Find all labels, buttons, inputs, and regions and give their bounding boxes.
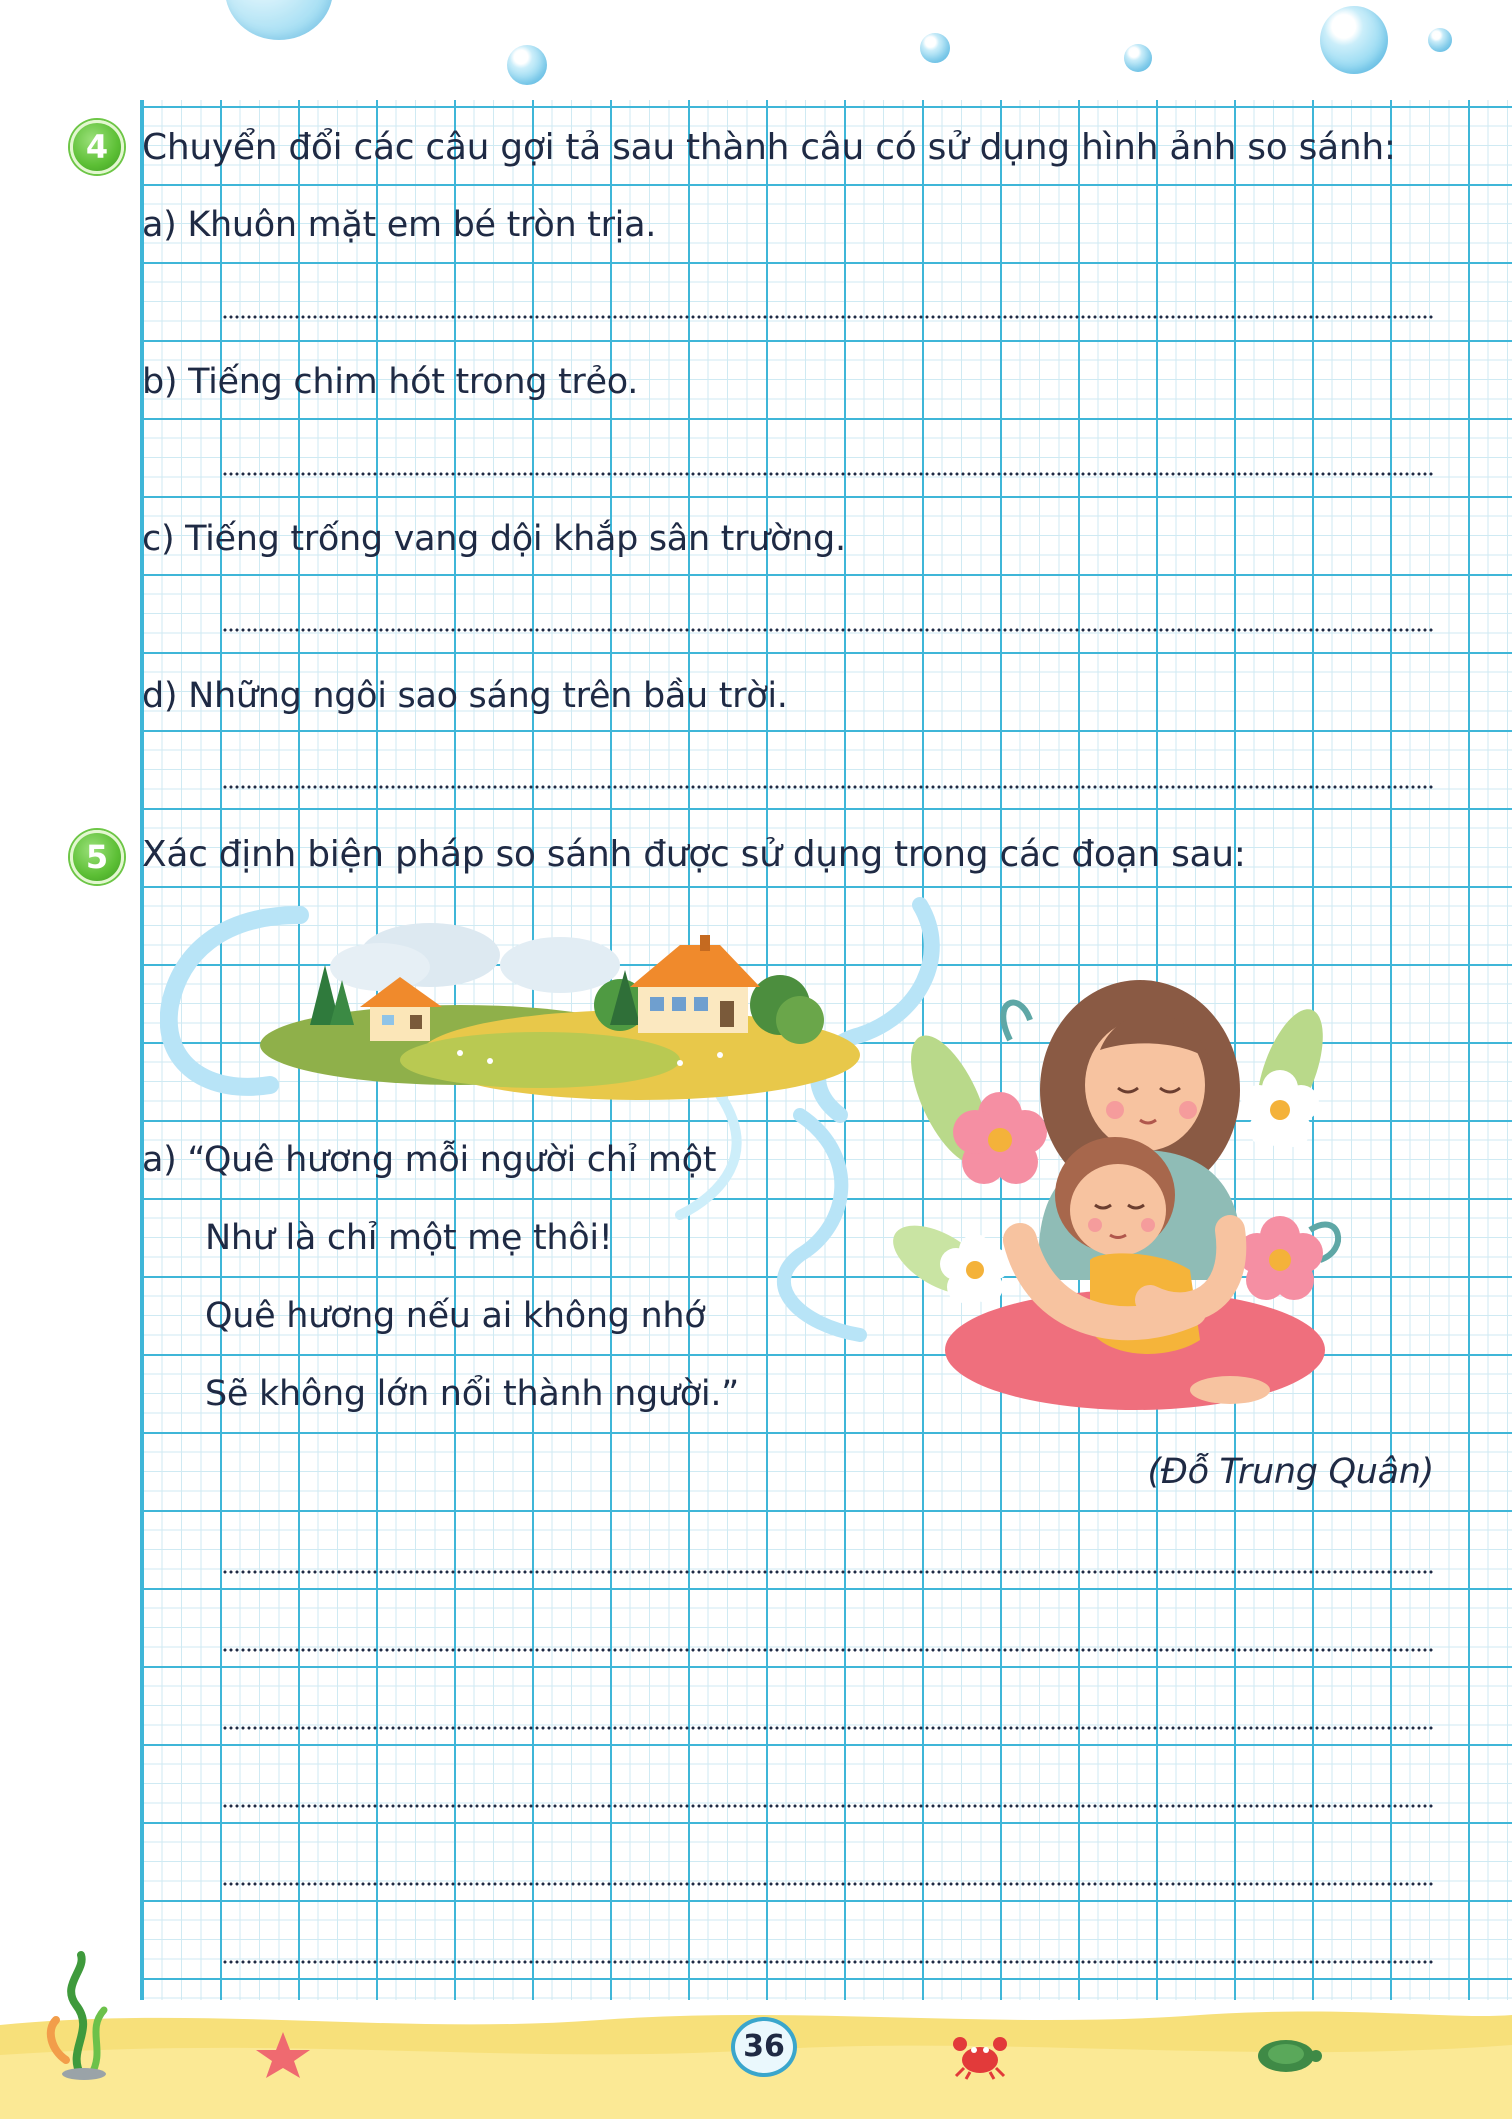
bubble-decoration: [1124, 44, 1152, 72]
answer-line[interactable]: [222, 628, 1434, 632]
answer-line[interactable]: [222, 472, 1434, 476]
bubble-decoration: [1428, 28, 1452, 52]
exercise-item: c) Tiếng trống vang dội khắp sân trường.: [142, 519, 846, 559]
page-number: 36: [731, 2017, 797, 2077]
exercise-item: a) Khuôn mặt em bé tròn trịa.: [142, 205, 657, 245]
exercise-item: d) Những ngôi sao sáng trên bầu trời.: [142, 676, 788, 716]
poem-author: (Đỗ Trung Quân): [1147, 1452, 1434, 1492]
starfish-icon: [252, 2030, 314, 2080]
exercise-item: b) Tiếng chim hót trong trẻo.: [142, 362, 639, 402]
poem-line: Sẽ không lớn nổi thành người.”: [205, 1374, 739, 1414]
bubble-decoration: [920, 33, 950, 63]
seaweed-icon: [36, 1950, 126, 2080]
exercise-number-badge: 5: [70, 830, 124, 884]
answer-line[interactable]: [222, 1570, 1434, 1574]
turtle-icon: [1252, 2030, 1322, 2076]
exercise-heading: Chuyển đổi các câu gợi tả sau thành câu có sử dụng hình ảnh so sánh:: [142, 127, 1396, 168]
bubble-decoration: [1320, 6, 1388, 74]
answer-line[interactable]: [222, 1960, 1434, 1964]
crab-icon: [950, 2030, 1010, 2080]
answer-line[interactable]: [222, 1726, 1434, 1730]
answer-line[interactable]: [222, 1648, 1434, 1652]
poem-line: Quê hương nếu ai không nhớ: [205, 1296, 706, 1336]
poem-line: Như là chỉ một mẹ thôi!: [205, 1218, 613, 1258]
answer-line[interactable]: [222, 1804, 1434, 1808]
exercise-heading: Xác định biện pháp so sánh được sử dụng trong các đoạn sau:: [142, 834, 1246, 875]
poem-line: a) “Quê hương mỗi người chỉ một: [142, 1140, 717, 1180]
answer-line[interactable]: [222, 1882, 1434, 1886]
exercise-number-badge: 4: [70, 120, 124, 174]
bubble-decoration: [225, 0, 333, 40]
mother-hugging-daughter-illustration: [890, 980, 1370, 1420]
bubble-decoration: [507, 45, 547, 85]
answer-line[interactable]: [222, 785, 1434, 789]
answer-line[interactable]: [222, 315, 1434, 319]
